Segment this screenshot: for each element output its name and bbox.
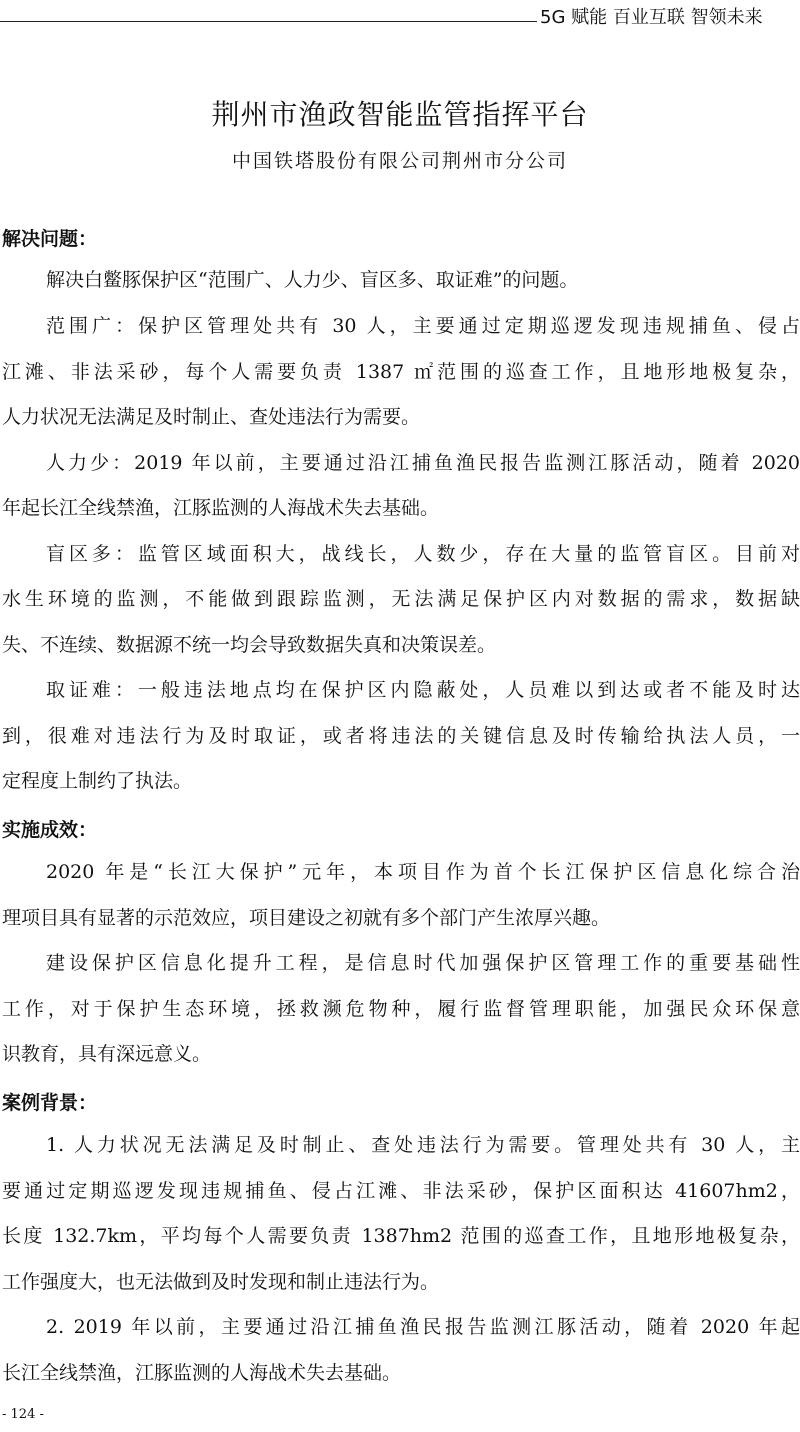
paragraph-line: 解决白鳖豚保护区“范围广、人力少、盲区多、取证难”的问题。 — [46, 269, 579, 291]
header-rule — [0, 21, 537, 22]
section-heading-problem: 解决问题： — [2, 228, 98, 250]
paragraph-line: 1. 人力状况无法满足及时制止、查处违法行为需要。管理处共有 30 人，主 — [46, 1134, 800, 1156]
paragraph-line: 年起长江全线禁渔，江豚监测的人海战术失去基础。 — [2, 497, 440, 519]
paragraph-line: 2. 2019 年以前，主要通过沿江捕鱼渔民报告监测江豚活动，随着 2020 年起 — [46, 1316, 800, 1338]
paragraph-line: 建设保护区信息化提升工程，是信息时代加强保护区管理工作的重要基础性 — [46, 952, 800, 974]
document-subtitle: 中国铁塔股份有限公司荆州市分公司 — [231, 150, 568, 172]
paragraph-line: 人力状况无法满足及时制止、查处违法行为需要。 — [2, 406, 421, 428]
paragraph-line: 工作强度大，也无法做到及时发现和制止违法行为。 — [2, 1271, 440, 1293]
paragraph-line: 理项目具有显著的示范效应，项目建设之初就有多个部门产生浓厚兴趣。 — [2, 907, 611, 929]
paragraph-line: 盲区多：监管区域面积大，战线长，人数少，存在大量的监管盲区。目前对 — [46, 543, 800, 565]
paragraph-line: 定程度上制约了执法。 — [2, 770, 193, 792]
section-heading-background: 案例背景： — [2, 1092, 98, 1114]
page-number: - 124 - — [2, 1407, 44, 1422]
paragraph-line: 到，很难对违法行为及时取证，或者将违法的关键信息及时传输给执法人员，一 — [2, 725, 800, 747]
paragraph-line: 取证难：一般违法地点均在保护区内隐蔽处，人员难以到达或者不能及时达 — [46, 679, 800, 701]
paragraph-line: 要通过定期巡逻发现违规捕鱼、侵占江滩、非法采砂，保护区面积达 41607hm2， — [2, 1180, 800, 1202]
paragraph-line: 人力少：2019 年以前，主要通过沿江捕鱼渔民报告监测江豚活动，随着 2020 — [46, 452, 800, 474]
paragraph-line: 水生环境的监测，不能做到跟踪监测，无法满足保护区内对数据的需求，数据缺 — [2, 588, 800, 610]
section-heading-results: 实施成效： — [2, 819, 98, 841]
paragraph-line: 长江全线禁渔，江豚监测的人海战术失去基础。 — [2, 1362, 402, 1384]
paragraph-line: 识教育，具有深远意义。 — [2, 1043, 212, 1065]
document-title: 荆州市渔政智能监管指挥平台 — [211, 98, 589, 131]
paragraph-line: 范围广：保护区管理处共有 30 人，主要通过定期巡逻发现违规捕鱼、侵占 — [46, 315, 800, 337]
paragraph-line: 工作，对于保护生态环境，拯救濒危物种，履行监督管理职能，加强民众环保意 — [2, 998, 800, 1020]
paragraph-line: 2020 年是“长江大保护”元年，本项目作为首个长江保护区信息化综合治 — [46, 861, 800, 883]
paragraph-line: 失、不连续、数据源不统一均会导致数据失真和决策误差。 — [2, 634, 497, 656]
paragraph-line: 长度 132.7km，平均每个人需要负责 1387hm2 范围的巡查工作，且地形地极复杂， — [2, 1225, 800, 1247]
paragraph-line: 江滩、非法采砂，每个人需要负责 1387 ㎡范围的巡查工作，且地形地极复杂， — [2, 361, 800, 383]
header-tagline: 5G 赋能 百业互联 智领未来 — [540, 7, 763, 28]
